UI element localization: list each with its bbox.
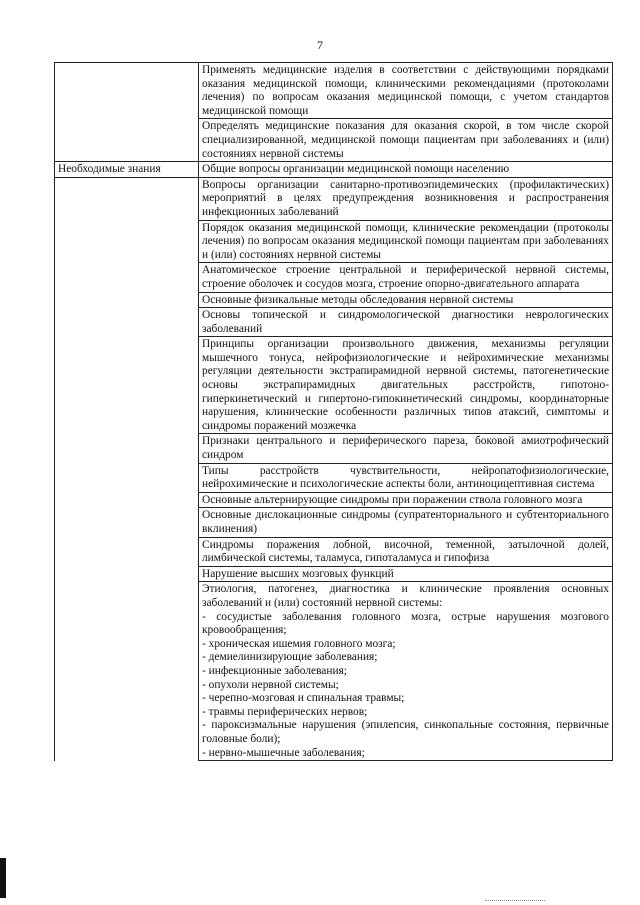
list-item: - травмы периферических нервов; — [202, 705, 368, 718]
table-row — [55, 508, 613, 537]
table-row — [55, 63, 613, 119]
empty-label-cell — [55, 119, 199, 162]
empty-label-cell — [55, 337, 199, 434]
empty-label-cell — [55, 220, 199, 263]
empty-label-cell — [55, 463, 199, 492]
table-row — [55, 492, 613, 508]
list-item: - нервно-мышечные заболевания; — [202, 746, 365, 759]
empty-label-cell — [55, 566, 199, 582]
table-row — [55, 308, 613, 337]
table-row — [55, 177, 613, 220]
knowledge-text: Основные дислокационные синдромы (супратенториального и субтенториального вклинения) — [199, 508, 613, 537]
table-row — [55, 566, 613, 582]
knowledge-text: Порядок оказания медицинской помощи, клинические рекомендации (протоколы лечения) по вопросам оказания медицинской помощи пациентам при заболеваниях и (или) состояниях нервной системы — [199, 220, 613, 263]
table-row — [55, 119, 613, 162]
skill-text: Определять медицинские показания для оказания скорой, в том числе скорой специализированной, медицинской помощи пациентам при заболеваниях и (или) состояниях нервной системы — [199, 119, 613, 162]
skill-text: Применять медицинские изделия в соответствии с действующими порядками оказания медицинской помощи, клиническими рекомендациями (протоколами лечения) по вопросам оказания медицинской помощи, с учетом стандартов медицинской помощи — [199, 63, 613, 119]
table-row — [55, 162, 613, 178]
empty-label-cell — [55, 177, 199, 220]
empty-label-cell — [55, 492, 199, 508]
empty-label-cell — [55, 508, 199, 537]
empty-label-cell — [55, 537, 199, 566]
etiology-cell — [199, 582, 613, 761]
empty-label-cell — [55, 582, 199, 761]
list-item: - пароксизмальные нарушения (эпилепсия, синкопальные состояния, первичные головные боли); — [202, 719, 609, 745]
table-row — [55, 263, 613, 292]
list-item: - сосудистые заболевания головного мозга, острые нарушения мозгового кровообращения; — [202, 610, 609, 637]
scan-edge-mark — [0, 858, 6, 898]
page-number: 7 — [317, 38, 323, 52]
empty-label-cell — [55, 292, 199, 308]
empty-label-cell — [55, 434, 199, 463]
knowledge-text: Синдромы поражения лобной, височной, теменной, затылочной долей, лимбической системы, таламуса, гипоталамуса и гипофиза — [199, 537, 613, 566]
list-item: - демиелинизирующие заболевания; — [202, 651, 378, 664]
table-row — [55, 582, 613, 761]
list-item: - инфекционные заболевания; — [202, 664, 347, 677]
list-item: - черепно-мозговая и спинальная травмы; — [202, 692, 405, 705]
empty-label-cell — [55, 263, 199, 292]
knowledge-label: Необходимые знания — [55, 162, 199, 178]
scan-artifact — [485, 900, 545, 902]
empty-label-cell — [55, 63, 199, 119]
knowledge-text: Принципы организации произвольного движения, механизмы регуляции мышечного тонуса, нейрофизиологические и нейрохимические механизмы регуляции деятельности экстрапирамидной нервной системы, патогенетические основы экстрапирамидных двигательных расстройств, гипотоно-гиперкинетический и гипертоно-гипокинетический синдромы, координаторные нарушения, клинические особенности различных типов атаксий, симптомы и синдромы поражений мозжечка — [199, 337, 613, 434]
knowledge-text: Основные альтернирующие синдромы при поражении ствола головного мозга — [199, 492, 613, 508]
empty-label-cell — [55, 308, 199, 337]
table-row — [55, 434, 613, 463]
list-item: - хроническая ишемия головного мозга; — [202, 637, 396, 650]
knowledge-text: Основные физикальные методы обследования нервной системы — [199, 292, 613, 308]
table-row — [55, 537, 613, 566]
table-row — [55, 337, 613, 434]
knowledge-text: Типы расстройств чувствительности, нейропатофизиологические, нейрохимические и психологические аспекты боли, антиноцицептивная система — [199, 463, 613, 492]
knowledge-text: Общие вопросы организации медицинской помощи населению — [199, 162, 613, 178]
table-row — [55, 220, 613, 263]
knowledge-text: Вопросы организации санитарно-противоэпидемических (профилактических) мероприятий в целях предупреждения возникновения и распространения инфекционных заболеваний — [199, 177, 613, 220]
table-row — [55, 463, 613, 492]
list-item: - опухоли нервной системы; — [202, 678, 339, 691]
knowledge-text: Признаки центрального и периферического пареза, боковой амиотрофический синдром — [199, 434, 613, 463]
table-row — [55, 292, 613, 308]
professional-standard-table — [54, 62, 613, 761]
knowledge-text: Анатомическое строение центральной и периферической нервной системы, строение оболочек и сосудов мозга, строение опорно-двигательного аппарата — [199, 263, 613, 292]
knowledge-text: Основы топической и синдромологической диагностики неврологических заболеваний — [199, 308, 613, 337]
knowledge-text: Нарушение высших мозговых функций — [199, 566, 613, 582]
etiology-intro: Этиология, патогенез, диагностика и клинические проявления основных заболеваний и (или) состояний нервной системы: — [202, 583, 609, 609]
